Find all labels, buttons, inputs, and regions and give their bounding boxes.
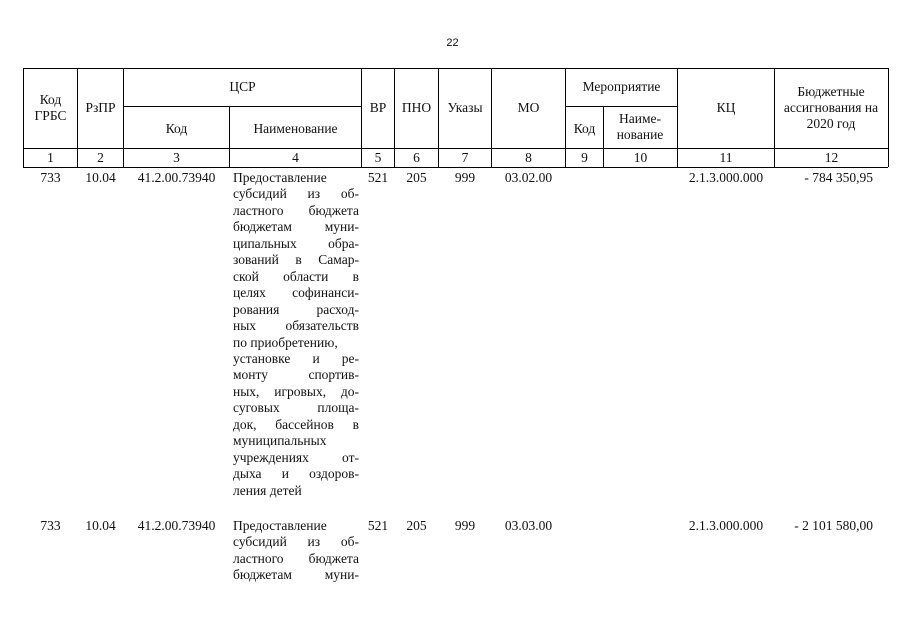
description-line: ления детей: [233, 482, 302, 498]
header-csr: ЦСР: [229, 79, 256, 94]
cell-csr: 41.2.00.73940: [137, 518, 216, 533]
description-line: ципальных обра-: [233, 235, 359, 251]
colnum-11: 11: [719, 150, 733, 165]
colnum-6: 6: [413, 150, 420, 165]
header-ukazy: Указы: [447, 100, 483, 115]
cell-description: [233, 518, 359, 584]
page-number: 22: [446, 37, 459, 49]
description-line: ластного бюджета: [233, 202, 359, 218]
description-line: учреждениях от-: [233, 449, 359, 465]
colnum-8: 8: [525, 150, 532, 165]
cell-amount: - 784 350,95: [804, 170, 873, 185]
cell-grbs: 733: [40, 518, 61, 533]
header-mer-kod: Код: [573, 121, 596, 136]
cell-kc: 2.1.3.000.000: [688, 170, 764, 185]
header-rzpr: РзПР: [85, 100, 116, 115]
header-kod-grbs: Код ГРБС: [34, 92, 67, 123]
description-line: бюджетам муни-: [233, 219, 359, 235]
colnum-5: 5: [374, 150, 382, 165]
cell-mo: 03.02.00: [504, 170, 553, 185]
description-line: Предоставление: [233, 518, 327, 533]
header-mer-name: Наиме-нование: [616, 111, 664, 142]
header-budget: Бюджетные ассигнования на 2020 год: [783, 84, 879, 131]
cell-pno: 205: [406, 170, 427, 185]
description-line: ных обязательств: [233, 318, 359, 334]
cell-rzpr: 10.04: [85, 518, 116, 533]
cell-kc: 2.1.3.000.000: [688, 518, 764, 533]
description-line: по приобретению,: [233, 334, 338, 350]
description-line: муниципальных: [233, 433, 327, 449]
colnum-10: 10: [633, 150, 648, 165]
description-line: зований в Самар-: [233, 252, 359, 268]
cell-amount: - 2 101 580,00: [794, 518, 873, 533]
header-vr: ВР: [369, 100, 387, 115]
description-line: суговых площа-: [233, 400, 359, 416]
cell-ukazy: 999: [454, 170, 476, 185]
description-line: док, бассейнов в: [233, 416, 359, 432]
cell-description: [233, 170, 359, 499]
cell-mo: 03.03.00: [504, 518, 553, 533]
cell-grbs: 733: [40, 170, 61, 185]
description-line: дыха и оздоров-: [233, 466, 359, 482]
colnum-9: 9: [581, 150, 588, 165]
colnum-2: 2: [97, 150, 104, 165]
header-meropriyatie: Мероприятие: [582, 79, 661, 94]
colnum-12: 12: [824, 150, 839, 165]
description-line: Предоставление: [233, 170, 327, 185]
cell-ukazy: 999: [454, 518, 476, 533]
description-line: установке и ре-: [233, 350, 359, 366]
cell-rzpr: 10.04: [85, 170, 116, 185]
description-line: монту спортив-: [233, 367, 359, 383]
description-line: ластного бюджета: [233, 550, 359, 566]
header-csr-kod: Код: [165, 121, 188, 136]
cell-pno: 205: [406, 518, 427, 533]
description-line: ской области в: [233, 268, 359, 284]
header-pno: ПНО: [401, 100, 432, 115]
description-line: субсидий из об-: [233, 534, 359, 550]
description-line: ных, игровых, до-: [233, 383, 359, 399]
colnum-4: 4: [292, 150, 299, 165]
header-mo: МО: [517, 100, 540, 115]
description-line: субсидий из об-: [233, 186, 359, 202]
colnum-7: 7: [461, 150, 469, 165]
cell-csr: 41.2.00.73940: [137, 170, 216, 185]
description-line: целях софинанси-: [233, 285, 359, 301]
header-csr-name: Наименование: [253, 121, 338, 136]
colnum-1: 1: [47, 150, 54, 165]
colnum-3: 3: [173, 150, 180, 165]
description-line: рования расход-: [233, 301, 359, 317]
cell-vr: 521: [367, 170, 389, 185]
cell-vr: 521: [367, 518, 389, 533]
description-line: бюджетам муни-: [233, 567, 359, 583]
header-kc: КЦ: [716, 100, 736, 115]
